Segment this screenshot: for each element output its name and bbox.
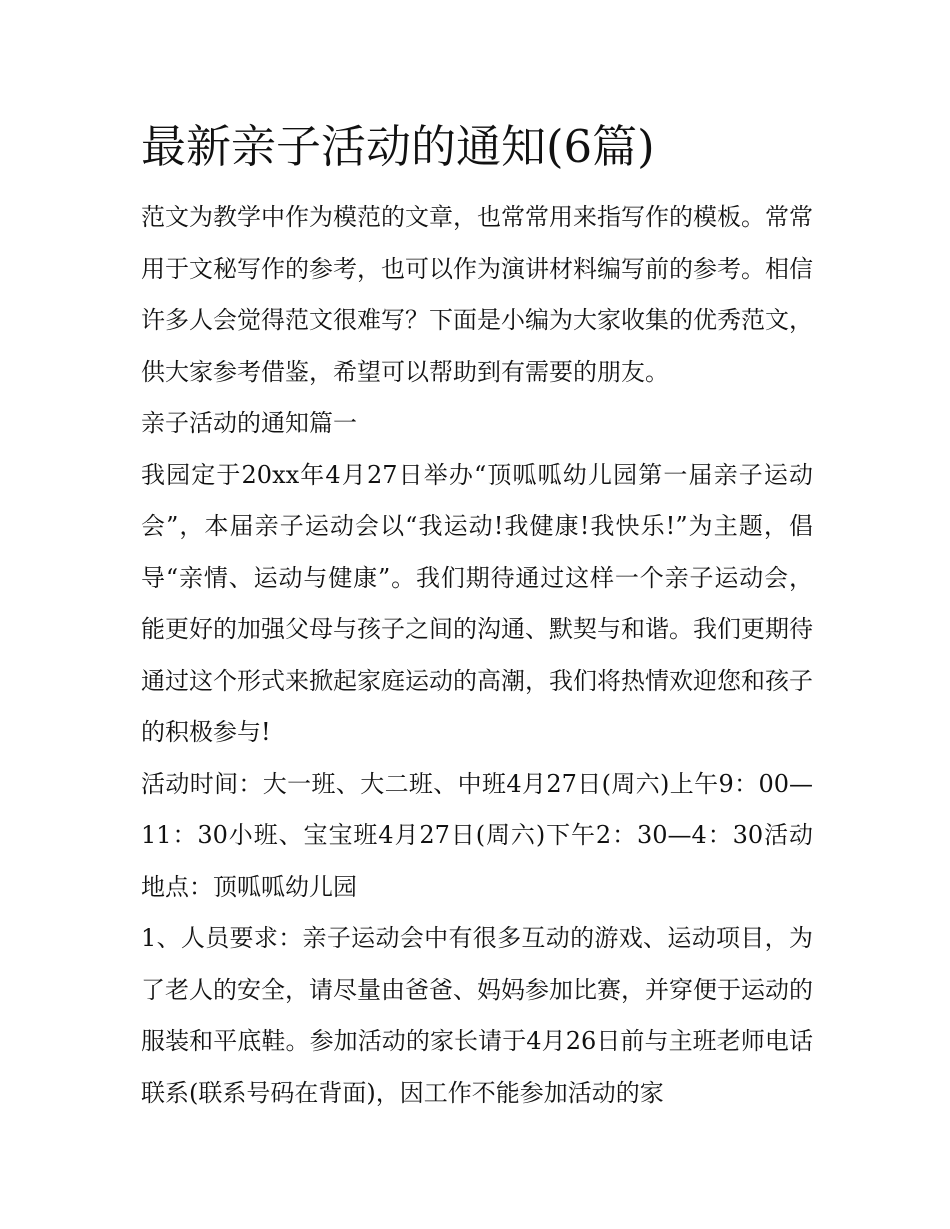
body-paragraph-announcement: 我园定于20xx年4月27日举办“顶呱呱幼儿园第一届亲子运动会”，本届亲子运动会以“我运动!我健康!我快乐!”为主题，倡导“亲情、运动与健康”。我们期待通过这样一个亲子运动会，能更好的加强父母与孩子之间的沟通、默契与和谐。我们更期待通过这个形式来掀起家庭运动的高潮，我们将热情欢迎您和孩子的积极参与! bbox=[141, 460, 813, 746]
intro-paragraph: 范文为教学中作为模范的文章，也常常用来指写作的模板。常常用于文秘写作的参考，也可以作为演讲材料编写前的参考。相信许多人会觉得范文很难写？下面是小编为大家收集的优秀范文，供大家参考借鉴，希望可以帮助到有需要的朋友。 bbox=[141, 203, 813, 386]
section-heading: 亲子活动的通知篇一 bbox=[141, 409, 357, 437]
document-page bbox=[141, 112, 813, 1119]
body-paragraph-schedule: 活动时间：大一班、大二班、中班4月27日(周六)上午9：00—11：30小班、宝宝班4月27日(周六)下午2：30—4：30活动地点：顶呱呱幼儿园 bbox=[141, 769, 813, 901]
body-paragraph-requirements: 1、人员要求：亲子运动会中有很多互动的游戏、运动项目，为了老人的安全，请尽量由爸爸、妈妈参加比赛，并穿便于运动的服装和平底鞋。参加活动的家长请于4月26日前与主班老师电话联系(联系号码在背面)，因工作不能参加活动的家 bbox=[141, 924, 813, 1107]
document-title: 最新亲子活动的通知(6篇) bbox=[141, 120, 655, 173]
